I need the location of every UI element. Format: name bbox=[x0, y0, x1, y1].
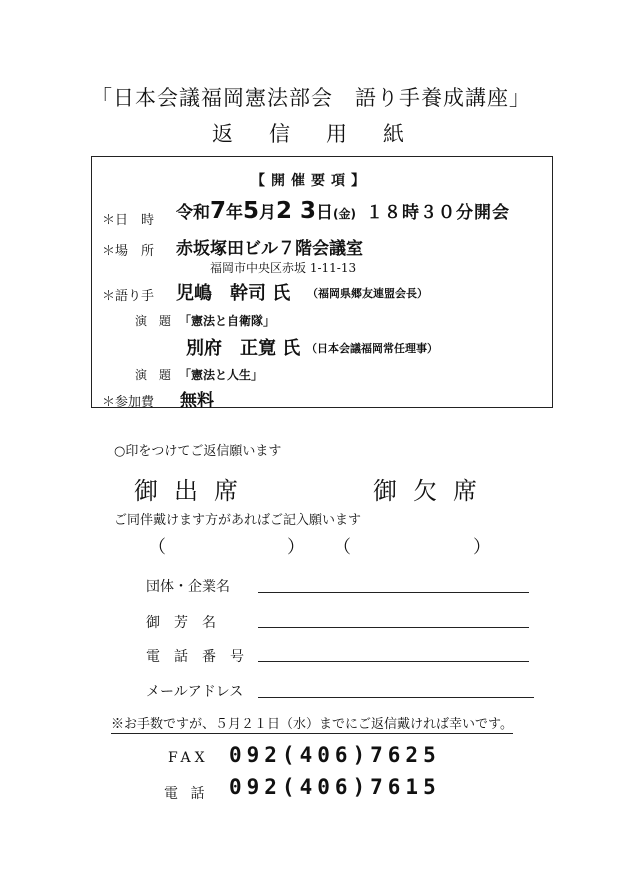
org-label: 団体・企業名 bbox=[146, 579, 230, 595]
place-label: ＊場 所 bbox=[102, 244, 155, 259]
place-name: 赤坂塚田ビル７階会議室 bbox=[176, 239, 363, 259]
phone-field[interactable] bbox=[258, 661, 529, 662]
speaker1-topic: 「憲法と自衛隊」 bbox=[179, 314, 276, 328]
org-field[interactable] bbox=[258, 592, 529, 593]
place-address: 福岡市中央区赤坂 1-11-13 bbox=[210, 261, 357, 275]
companion-paren-close-1: ） bbox=[287, 537, 305, 558]
fax-number: 092(406)7625 bbox=[229, 743, 441, 767]
fee-value: 無料 bbox=[180, 391, 214, 411]
date-month-unit: 月 bbox=[259, 203, 277, 223]
date-month: 5 bbox=[243, 198, 260, 224]
companion-paren-open-1: （ bbox=[148, 537, 166, 558]
absent-option[interactable]: 御欠席 bbox=[373, 477, 493, 505]
date-prefix: 令和 bbox=[176, 203, 210, 223]
email-label: メールアドレス bbox=[146, 684, 244, 700]
speaker1-name: 児嶋 幹司 氏 bbox=[176, 283, 291, 304]
phone-label: 電 話 番 号 bbox=[146, 649, 244, 665]
date-day: 2 3 bbox=[276, 198, 317, 224]
companion-note: ご同伴戴けます方があればご記入願います bbox=[114, 513, 362, 528]
reply-instruction: ○印をつけてご返信願います bbox=[114, 444, 282, 459]
fax-label: FAX bbox=[168, 750, 209, 766]
topic2-label: 演 題 bbox=[135, 368, 172, 382]
tel-number: 092(406)7615 bbox=[229, 775, 441, 799]
name-label: 御 芳 名 bbox=[146, 615, 216, 631]
companion-paren-open-2: （ bbox=[333, 537, 351, 558]
event-header: 【開催要項】 bbox=[251, 173, 371, 189]
document-subtitle: 返信用紙 bbox=[212, 122, 440, 146]
name-field[interactable] bbox=[258, 627, 529, 628]
speaker2-topic: 「憲法と人生」 bbox=[179, 368, 264, 382]
document-title: 「日本会議福岡憲法部会 語り手養成講座」 bbox=[91, 86, 531, 110]
fee-label: ＊参加費 bbox=[102, 395, 155, 410]
date-day-unit: 日 bbox=[316, 203, 334, 223]
event-date bbox=[176, 198, 510, 224]
speaker-label: ＊語り手 bbox=[102, 289, 155, 304]
speaker2-name: 別府 正寛 氏 bbox=[186, 338, 301, 359]
deadline-note: ※お手数ですが、５月２１日（水）までにご返信戴ければ幸いです。 bbox=[111, 713, 513, 734]
date-year: 7 bbox=[210, 198, 227, 224]
date-label: ＊日 時 bbox=[102, 213, 155, 228]
speaker1-title: （福岡県郷友連盟会長） bbox=[307, 287, 428, 300]
email-field[interactable] bbox=[258, 697, 534, 698]
attend-option[interactable]: 御出席 bbox=[134, 477, 254, 505]
topic1-label: 演 題 bbox=[135, 314, 172, 328]
date-year-unit: 年 bbox=[226, 203, 244, 223]
date-weekday: (金) bbox=[333, 207, 357, 221]
date-time: １８時３０分開会 bbox=[366, 203, 511, 223]
companion-paren-close-2: ） bbox=[473, 537, 491, 558]
speaker2-title: （日本会議福岡常任理事） bbox=[306, 342, 438, 355]
tel-label: 電 話 bbox=[164, 786, 209, 802]
